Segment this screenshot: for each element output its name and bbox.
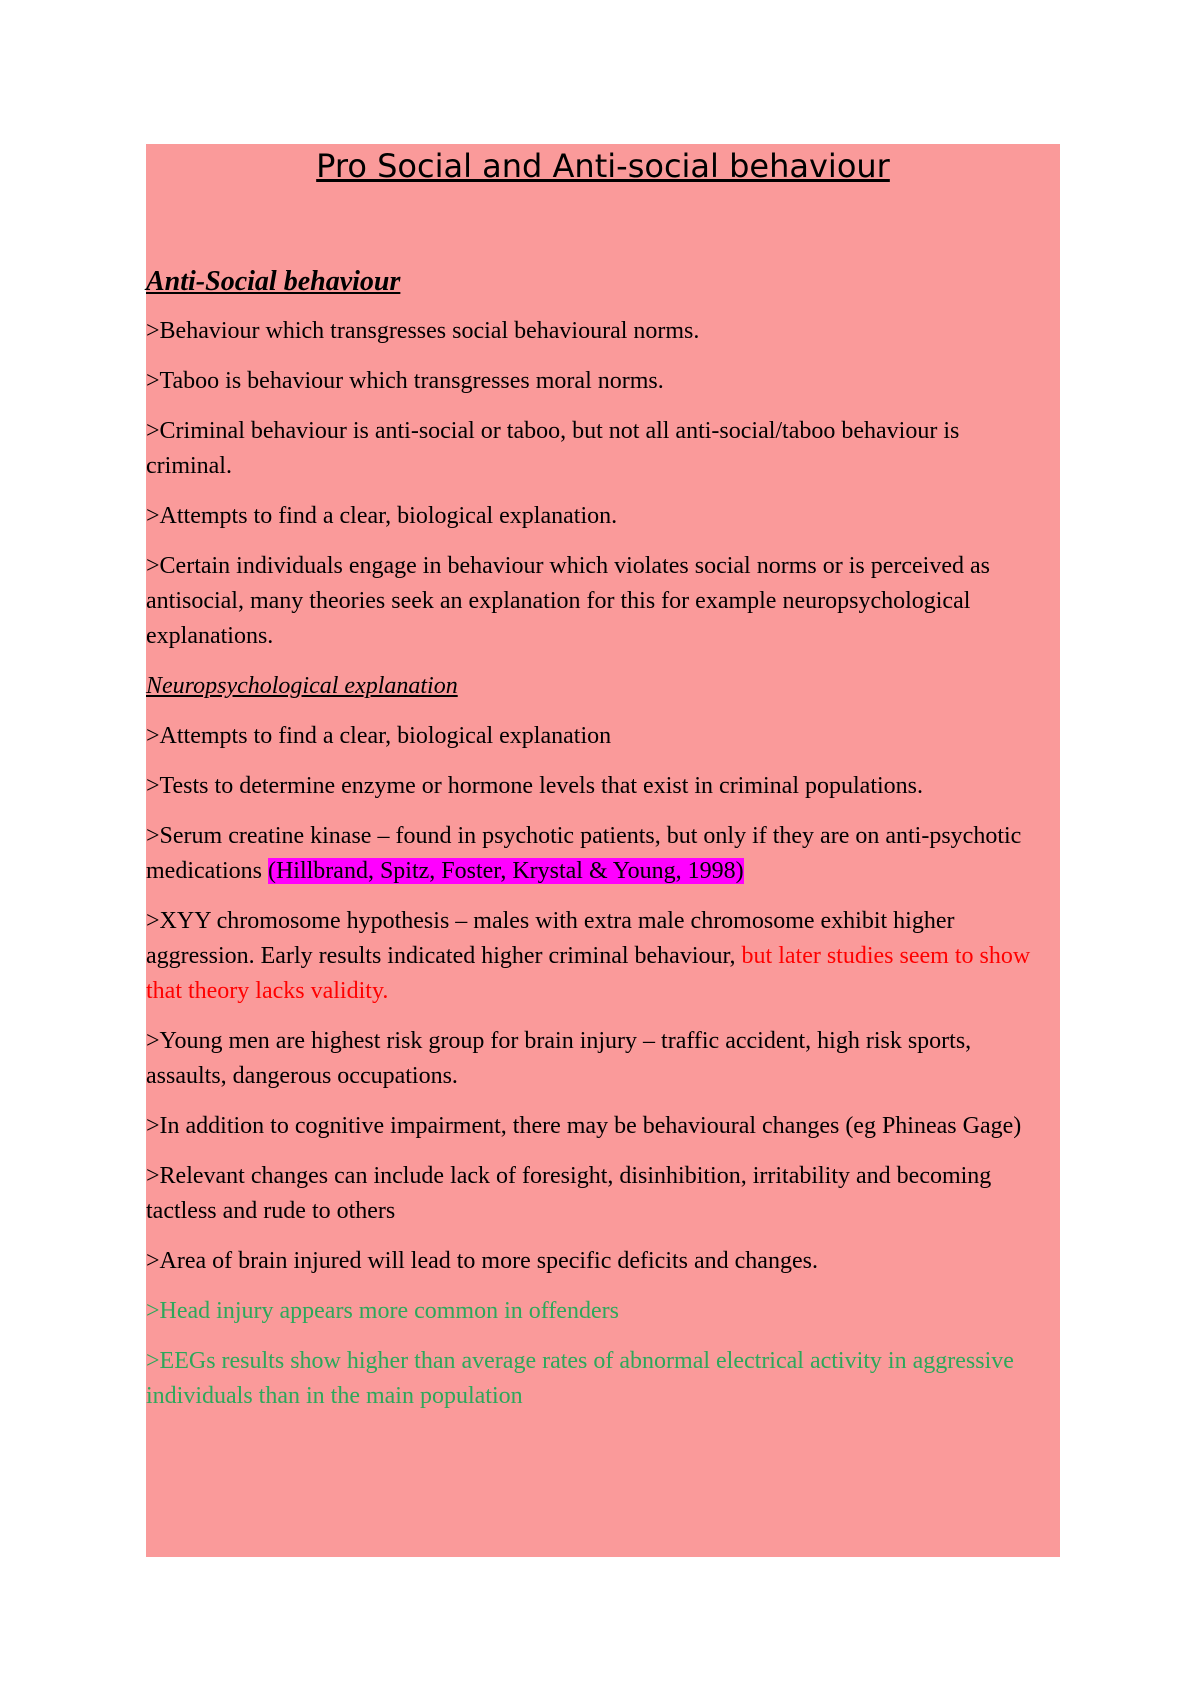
document-body [146, 264, 1046, 1429]
paragraph-with-red-text [146, 904, 1046, 1009]
paragraph: >Certain individuals engage in behaviour which violates social norms or is perceived as antisocial, many theories seek an explanation for this for example neuropsychological explanations. [146, 553, 990, 649]
green-paragraph: >EEGs results show higher than average rates of abnormal electrical activity in aggressive individuals than in the main population [146, 1348, 1014, 1409]
document-page [146, 144, 1060, 1557]
paragraph: >Relevant changes can include lack of foresight, disinhibition, irritability and becoming tactless and rude to others [146, 1163, 992, 1224]
document-title: Pro Social and Anti-social behaviour [316, 147, 890, 185]
section-heading: Anti-Social behaviour [146, 266, 401, 297]
paragraph: >Young men are highest risk group for brain injury – traffic accident, high risk sports, assaults, dangerous occupations. [146, 1028, 972, 1089]
paragraph: >Area of brain injured will lead to more specific deficits and changes. [146, 1248, 818, 1274]
paragraph-with-citation [146, 819, 1046, 889]
subheading: Neuropsychological explanation [146, 673, 458, 699]
red-note: but later studies seem to show that theory lacks validity. [146, 943, 1031, 1004]
paragraph: >In addition to cognitive impairment, there may be behavioural changes (eg Phineas Gage) [146, 1113, 1022, 1139]
paragraph: >Behaviour which transgresses social behavioural norms. [146, 318, 700, 344]
citation-highlight: (Hillbrand, Spitz, Foster, Krystal & Young, 1998) [267, 858, 744, 884]
green-paragraph: >Head injury appears more common in offenders [146, 1298, 619, 1324]
paragraph: >Taboo is behaviour which transgresses moral norms. [146, 368, 664, 394]
paragraph: >Attempts to find a clear, biological explanation [146, 723, 612, 749]
paragraph: >Tests to determine enzyme or hormone levels that exist in criminal populations. [146, 773, 923, 799]
paragraph: >Attempts to find a clear, biological explanation. [146, 503, 618, 529]
paragraph-text: >XYY chromosome hypothesis – males with extra male chromosome exhibit higher aggression. Early results indicated higher criminal behaviour, [146, 908, 955, 969]
paragraph-text: >Serum creatine kinase – found in psychotic patients, but only if they are on anti-psychotic medications [146, 823, 1022, 884]
paragraph: >Criminal behaviour is anti-social or taboo, but not all anti-social/taboo behaviour is criminal. [146, 418, 960, 479]
